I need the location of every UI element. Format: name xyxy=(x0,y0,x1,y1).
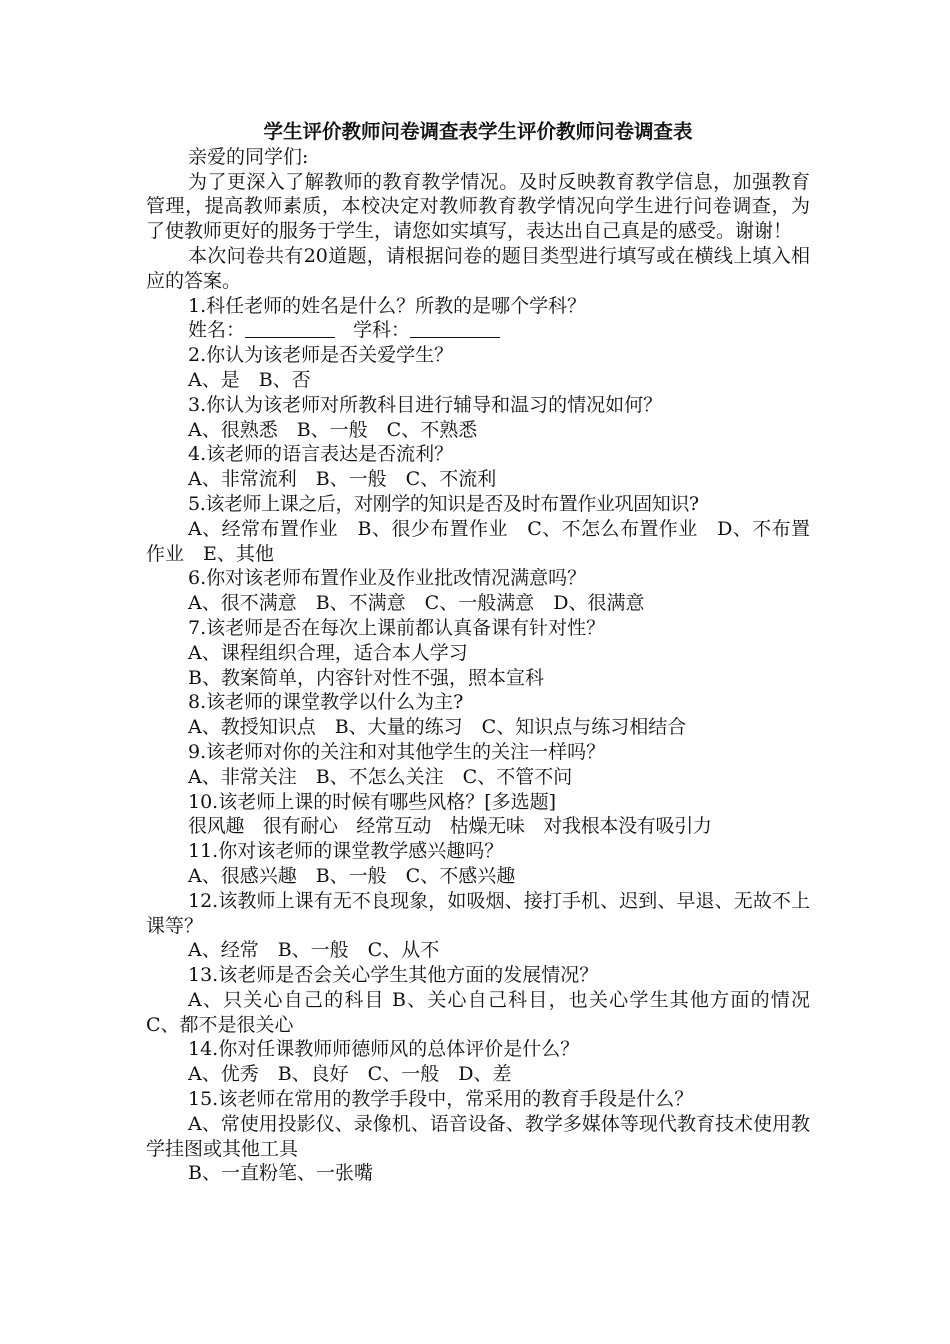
greeting: 亲爱的同学们: xyxy=(188,145,309,168)
question-5: 5.该老师上课之后，对刚学的知识是否及时布置作业巩固知识? xyxy=(188,492,699,515)
question-4-options: A、非常流利 B、一般 C、不流利 xyxy=(188,468,497,491)
question-2: 2.你认为该老师是否关爱学生？ xyxy=(188,344,454,367)
question-7-option-b: B、教案简单，内容针对性不强，照本宣科 xyxy=(188,666,544,689)
question-8: 8.该老师的课堂教学以什么为主? xyxy=(188,691,464,714)
question-3-options: A、很熟悉 B、一般 C、不熟悉 xyxy=(188,418,478,441)
question-4: 4.该老师的语言表达是否流利？ xyxy=(188,443,454,466)
question-15-option-b: B、一直粉笔、一张嘴 xyxy=(188,1162,373,1185)
question-9: 9.该老师对你的关注和对其他学生的关注一样吗？ xyxy=(188,740,606,763)
subject-blank[interactable] xyxy=(410,319,500,338)
subject-label: 学科： xyxy=(353,319,411,342)
question-2-options: A、是 B、否 xyxy=(188,368,311,391)
question-13: 13.该老师是否会关心学生其他方面的发展情况？ xyxy=(188,964,599,987)
question-13-options: A、只关心自己的科目 B、关心自己科目，也关心学生其他方面的情况 C、都不是很关心 xyxy=(146,988,810,1036)
question-14: 14.你对任课教师师德师风的总体评价是什么？ xyxy=(188,1038,580,1061)
question-12: 12.该教师上课有无不良现象，如吸烟、接打手机、迟到、早退、无故不上课等？ xyxy=(146,889,810,937)
question-11-options: A、很感兴趣 B、一般 C、不感兴趣 xyxy=(188,864,516,887)
question-15-option-a: A、常使用投影仪、录像机、语音设备、教学多媒体等现代教育技术使用教学挂图或其他工具 xyxy=(146,1112,810,1160)
document-page xyxy=(146,120,810,1186)
question-1: 1.科任老师的姓名是什么？所教的是哪个学科？ xyxy=(188,294,587,317)
name-label: 姓名： xyxy=(188,319,246,342)
question-9-options: A、非常关注 B、不怎么关注 C、不管不问 xyxy=(188,765,573,788)
question-15: 15.该老师在常用的教学手段中，常采用的教育手段是什么？ xyxy=(188,1088,694,1111)
instructions-paragraph: 本次问卷共有20道题，请根据问卷的题目类型进行填写或在横线上填入相应的答案。 xyxy=(146,244,810,292)
question-8-options: A、教授知识点 B、大量的练习 C、知识点与练习相结合 xyxy=(188,716,687,739)
question-6-options: A、很不满意 B、不满意 C、一般满意 D、很满意 xyxy=(188,592,645,615)
intro-paragraph: 为了更深入了解教师的教育教学情况。及时反映教育教学信息，加强教育管理，提高教师素质，本校决定对教师教育教学情况向学生进行问卷调查，为了使教师更好的服务于学生，请您如实填写，表达出自己真是的感受。谢谢！ xyxy=(146,170,810,243)
question-12-options: A、经常 B、一般 C、从不 xyxy=(188,939,440,962)
question-6: 6.你对该老师布置作业及作业批改情况满意吗？ xyxy=(188,567,587,590)
question-7-option-a: A、课程组织合理，适合本人学习 xyxy=(188,641,468,664)
question-11: 11.你对该老师的课堂教学感兴趣吗？ xyxy=(188,840,504,863)
document-title: 学生评价教师问卷调查表学生评价教师问卷调查表 xyxy=(263,120,693,143)
name-blank[interactable] xyxy=(245,319,335,338)
question-10: 10.该老师上课的时候有哪些风格？[多选题] xyxy=(188,790,557,813)
question-10-options: 很风趣 很有耐心 经常互动 枯燥无味 对我根本没有吸引力 xyxy=(188,815,712,838)
question-14-options: A、优秀 B、良好 C、一般 D、差 xyxy=(188,1063,512,1086)
question-7: 7.该老师是否在每次上课前都认真备课有针对性？ xyxy=(188,616,606,639)
question-5-options: A、经常布置作业 B、很少布置作业 C、不怎么布置作业 D、不布置作业 E、其他 xyxy=(146,517,810,565)
question-3: 3.你认为该老师对所教科目进行辅导和温习的情况如何？ xyxy=(188,393,663,416)
question-1-fields xyxy=(146,318,810,343)
